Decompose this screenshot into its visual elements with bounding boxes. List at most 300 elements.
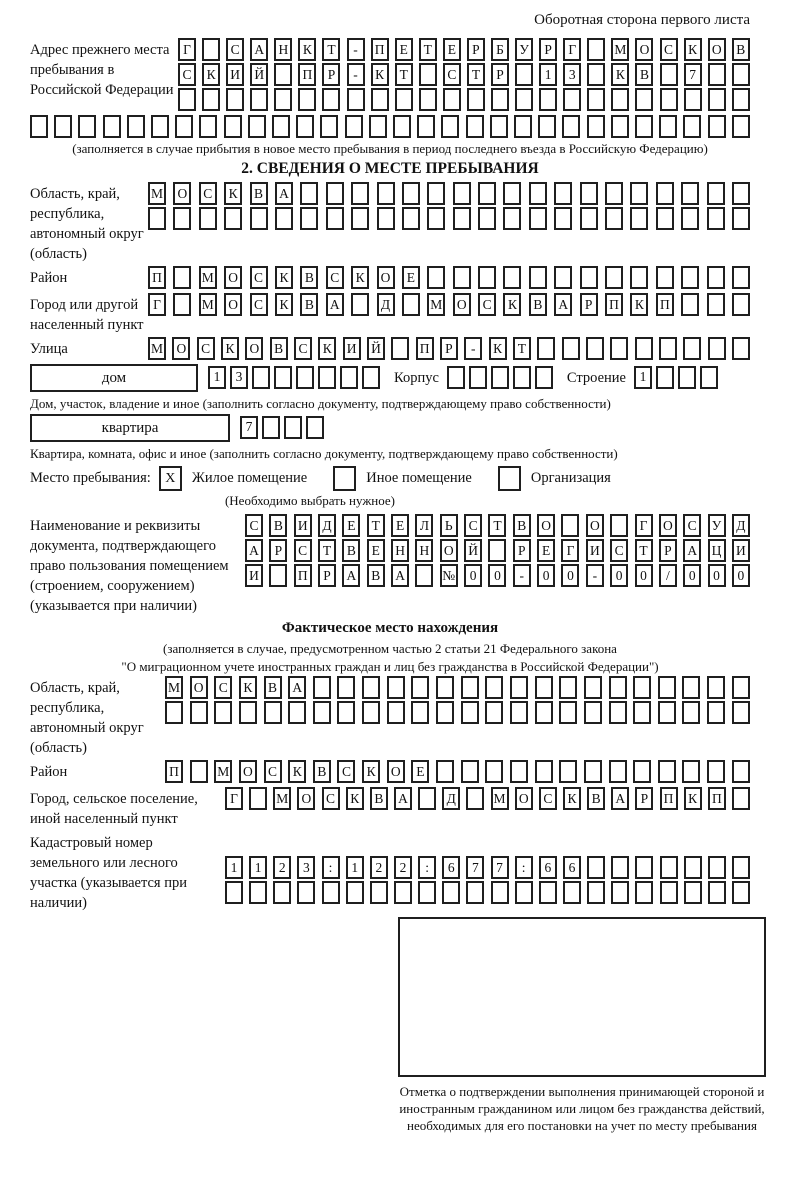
char-box xyxy=(491,881,509,904)
char-box xyxy=(485,676,503,699)
char-box: К xyxy=(298,38,316,61)
char-box xyxy=(377,207,395,230)
char-box: Д xyxy=(442,787,460,810)
char-box: 7 xyxy=(466,856,484,879)
char-box: - xyxy=(347,38,365,61)
char-box xyxy=(732,88,750,111)
document-label: Наименование и реквизиты документа, подтверждающего право пользования помещением (строением, сооружением) (указывается при наличии) xyxy=(30,518,229,614)
char-box: П xyxy=(708,787,726,810)
document-rows xyxy=(245,514,750,616)
char-box: Ц xyxy=(708,539,726,562)
cadastre-field xyxy=(30,831,750,913)
char-box: С xyxy=(245,514,263,537)
char-box-row xyxy=(165,760,750,783)
char-box: В xyxy=(635,63,653,86)
cadastre-rows xyxy=(225,831,750,913)
char-box xyxy=(707,207,725,230)
char-box: К xyxy=(351,266,369,289)
prev-address-note: (заполняется в случае прибытия в новое место пребывания в период последнего въезда в Российскую Федерацию) xyxy=(72,141,708,156)
char-box xyxy=(684,88,702,111)
apartment-note: Квартира, комната, офис и иное (заполнить согласно документу, подтверждающему право собственности) xyxy=(30,446,618,461)
char-box: 1 xyxy=(249,856,267,879)
char-box: - xyxy=(347,63,365,86)
char-box xyxy=(377,182,395,205)
char-box: 6 xyxy=(442,856,460,879)
char-box: А xyxy=(683,539,701,562)
char-box xyxy=(274,366,292,389)
char-box: О xyxy=(586,514,604,537)
char-box xyxy=(411,701,429,724)
char-box: О xyxy=(453,293,471,316)
char-box xyxy=(611,856,629,879)
char-box xyxy=(226,88,244,111)
char-box xyxy=(202,38,220,61)
char-box: Р xyxy=(539,38,557,61)
char-box xyxy=(78,115,96,138)
char-box xyxy=(605,182,623,205)
char-box: 6 xyxy=(563,856,581,879)
char-box xyxy=(362,701,380,724)
char-box: Г xyxy=(561,539,579,562)
char-box: А xyxy=(326,293,344,316)
actual-city-rows xyxy=(225,787,750,829)
actual-district-field xyxy=(30,760,750,785)
char-box-row xyxy=(178,88,750,111)
char-box: С xyxy=(683,514,701,537)
char-box xyxy=(199,115,217,138)
char-box xyxy=(515,88,533,111)
char-box xyxy=(202,88,220,111)
char-box: В xyxy=(370,787,388,810)
char-box: С xyxy=(199,182,217,205)
char-box: А xyxy=(275,182,293,205)
document-field xyxy=(30,514,750,616)
char-box xyxy=(630,266,648,289)
char-box xyxy=(313,701,331,724)
char-box xyxy=(529,207,547,230)
char-box: В xyxy=(250,182,268,205)
char-box xyxy=(708,881,726,904)
char-box: О xyxy=(224,293,242,316)
char-box xyxy=(503,182,521,205)
char-box xyxy=(199,207,217,230)
char-box xyxy=(362,366,380,389)
char-box: С xyxy=(178,63,196,86)
street-field xyxy=(30,337,750,362)
char-box-row xyxy=(447,366,553,389)
char-box: 0 xyxy=(488,564,506,587)
char-box xyxy=(148,207,166,230)
char-box: 3 xyxy=(297,856,315,879)
char-box xyxy=(554,182,572,205)
char-box: Е xyxy=(395,38,413,61)
char-box xyxy=(478,207,496,230)
char-box xyxy=(732,182,750,205)
char-box: С xyxy=(443,63,461,86)
char-box: Й xyxy=(250,63,268,86)
char-box xyxy=(633,676,651,699)
char-box: О xyxy=(659,514,677,537)
char-box xyxy=(248,115,266,138)
char-box: А xyxy=(342,564,360,587)
house-note: Дом, участок, владение и иное (заполнить согласно документу, подтверждающему право собственности) xyxy=(30,396,611,411)
char-box: М xyxy=(214,760,232,783)
char-box xyxy=(503,207,521,230)
char-box: С xyxy=(326,266,344,289)
char-box xyxy=(318,366,336,389)
char-box xyxy=(370,881,388,904)
char-box xyxy=(273,881,291,904)
stay-option-checkbox xyxy=(333,466,356,491)
char-box xyxy=(510,676,528,699)
char-box xyxy=(173,207,191,230)
char-box xyxy=(684,856,702,879)
char-box: В xyxy=(529,293,547,316)
stay-option-label: Организация xyxy=(530,470,611,486)
char-box: 0 xyxy=(732,564,750,587)
char-box xyxy=(320,115,338,138)
char-box xyxy=(684,881,702,904)
char-box: О xyxy=(635,38,653,61)
char-box xyxy=(683,115,701,138)
char-box xyxy=(559,676,577,699)
char-box-row xyxy=(148,337,750,360)
char-box xyxy=(467,88,485,111)
char-box: П xyxy=(371,38,389,61)
char-box xyxy=(605,207,623,230)
char-box xyxy=(224,207,242,230)
char-box xyxy=(633,760,651,783)
char-box xyxy=(453,182,471,205)
char-box: О xyxy=(387,760,405,783)
char-box xyxy=(537,337,555,360)
char-box: Е xyxy=(391,514,409,537)
char-box-row xyxy=(148,207,750,230)
char-box xyxy=(732,293,750,316)
char-box xyxy=(707,266,725,289)
char-box: С xyxy=(264,760,282,783)
char-box: 2 xyxy=(273,856,291,879)
char-box xyxy=(436,701,454,724)
char-box xyxy=(469,366,487,389)
char-box: Г xyxy=(148,293,166,316)
city-label: Город или другой населенный пункт xyxy=(30,297,144,333)
char-box xyxy=(635,115,653,138)
char-box: Е xyxy=(443,38,461,61)
char-box xyxy=(418,881,436,904)
district-field xyxy=(30,266,750,291)
char-box: 3 xyxy=(230,366,248,389)
char-box xyxy=(681,182,699,205)
char-box: Т xyxy=(488,514,506,537)
char-box-row xyxy=(178,63,750,86)
char-box xyxy=(387,676,405,699)
char-box xyxy=(262,416,280,439)
actual-location-note-line1: (заполняется в случае, предусмотренном частью 2 статьи 21 Федерального закона xyxy=(163,641,617,656)
char-box-row xyxy=(634,366,718,389)
char-box-row xyxy=(240,416,324,439)
char-box xyxy=(708,115,726,138)
stay-option-label: Иное помещение xyxy=(366,470,472,486)
char-box xyxy=(708,337,726,360)
char-box: А xyxy=(611,787,629,810)
char-box xyxy=(559,760,577,783)
char-box xyxy=(535,676,553,699)
char-box: Б xyxy=(491,38,509,61)
char-box-row xyxy=(225,856,750,879)
char-box: В xyxy=(300,266,318,289)
char-box xyxy=(340,366,358,389)
char-box: И xyxy=(245,564,263,587)
house-box-label: дом xyxy=(30,364,198,392)
char-box xyxy=(529,182,547,205)
char-box xyxy=(371,88,389,111)
char-box: Г xyxy=(178,38,196,61)
char-box-row xyxy=(208,366,380,389)
prev-address-label: Адрес прежнего места пребывания в Российской Федерации xyxy=(30,42,174,98)
char-box xyxy=(461,760,479,783)
char-box xyxy=(284,416,302,439)
char-box xyxy=(326,182,344,205)
char-box xyxy=(732,115,750,138)
char-box: О xyxy=(537,514,555,537)
char-box xyxy=(535,701,553,724)
char-box xyxy=(250,207,268,230)
char-box xyxy=(274,63,292,86)
char-box: В xyxy=(367,564,385,587)
char-box: Е xyxy=(367,539,385,562)
char-box: О xyxy=(239,760,257,783)
char-box: 0 xyxy=(635,564,653,587)
char-box: 2 xyxy=(370,856,388,879)
char-box xyxy=(249,881,267,904)
char-box: В xyxy=(513,514,531,537)
char-box: М xyxy=(165,676,183,699)
apartment-box-label: квартира xyxy=(30,414,230,442)
char-box xyxy=(391,337,409,360)
char-box xyxy=(539,881,557,904)
street-label: Улица xyxy=(30,341,68,357)
char-box: 0 xyxy=(708,564,726,587)
prev-address-rows xyxy=(178,38,750,113)
korpus-label: Корпус xyxy=(394,369,439,386)
char-box: 7 xyxy=(684,63,702,86)
char-box xyxy=(707,182,725,205)
char-box: С xyxy=(294,539,312,562)
char-box: О xyxy=(224,266,242,289)
char-box: А xyxy=(288,676,306,699)
char-box xyxy=(610,337,628,360)
char-box xyxy=(296,366,314,389)
char-box xyxy=(478,182,496,205)
char-box xyxy=(346,881,364,904)
char-box: 1 xyxy=(346,856,364,879)
char-box: Т xyxy=(322,38,340,61)
char-box xyxy=(337,676,355,699)
char-box-row xyxy=(245,514,750,537)
char-box: С xyxy=(337,760,355,783)
char-box: Р xyxy=(440,337,458,360)
char-box xyxy=(347,88,365,111)
char-box xyxy=(466,787,484,810)
char-box-row xyxy=(245,539,750,562)
char-box xyxy=(732,63,750,86)
char-box xyxy=(658,760,676,783)
char-box: 0 xyxy=(610,564,628,587)
char-box xyxy=(587,38,605,61)
char-box: № xyxy=(440,564,458,587)
char-box: М xyxy=(273,787,291,810)
actual-region-rows xyxy=(165,676,750,758)
char-box: 1 xyxy=(225,856,243,879)
char-box xyxy=(488,539,506,562)
char-box xyxy=(732,787,750,810)
char-box xyxy=(707,293,725,316)
char-box xyxy=(660,63,678,86)
char-box xyxy=(554,266,572,289)
char-box xyxy=(586,337,604,360)
char-box: Р xyxy=(322,63,340,86)
char-box xyxy=(708,88,726,111)
char-box: К xyxy=(684,787,702,810)
char-box xyxy=(394,881,412,904)
char-box xyxy=(584,760,602,783)
char-box: У xyxy=(515,38,533,61)
char-box: Е xyxy=(411,760,429,783)
char-box xyxy=(173,266,191,289)
char-box: К xyxy=(362,760,380,783)
char-box: О xyxy=(440,539,458,562)
char-box: 0 xyxy=(561,564,579,587)
char-box: С xyxy=(226,38,244,61)
char-box: П xyxy=(294,564,312,587)
char-box: : xyxy=(515,856,533,879)
actual-district-label: Район xyxy=(30,764,68,780)
char-box: И xyxy=(294,514,312,537)
char-box xyxy=(490,115,508,138)
char-box xyxy=(326,207,344,230)
char-box xyxy=(239,701,257,724)
char-box xyxy=(297,881,315,904)
char-box xyxy=(478,266,496,289)
char-box xyxy=(682,760,700,783)
char-box xyxy=(611,115,629,138)
char-box: М xyxy=(611,38,629,61)
char-box xyxy=(296,115,314,138)
char-box xyxy=(707,701,725,724)
char-box: П xyxy=(605,293,623,316)
char-box xyxy=(264,701,282,724)
char-box xyxy=(249,787,267,810)
char-box xyxy=(419,63,437,86)
char-box: К xyxy=(221,337,239,360)
char-box: М xyxy=(199,266,217,289)
char-box-row xyxy=(165,701,750,724)
char-box-row xyxy=(148,266,750,289)
char-box xyxy=(503,266,521,289)
char-box xyxy=(580,182,598,205)
char-box xyxy=(30,115,48,138)
char-box: П xyxy=(148,266,166,289)
char-box xyxy=(732,701,750,724)
stay-option-label: Жилое помещение xyxy=(191,470,308,486)
char-box: Д xyxy=(377,293,395,316)
stay-option-checkbox xyxy=(498,466,521,491)
char-box xyxy=(609,760,627,783)
char-box xyxy=(190,760,208,783)
char-box xyxy=(682,701,700,724)
char-box xyxy=(708,856,726,879)
char-box xyxy=(610,514,628,537)
char-box: О xyxy=(377,266,395,289)
char-box: И xyxy=(226,63,244,86)
char-box xyxy=(306,416,324,439)
char-box: К xyxy=(563,787,581,810)
char-box xyxy=(288,701,306,724)
char-box xyxy=(443,88,461,111)
cadastre-label: Кадастровый номер земельного или лесного участка (указывается при наличии) xyxy=(30,835,187,911)
char-box: К xyxy=(489,337,507,360)
char-box: 7 xyxy=(240,416,258,439)
district-rows xyxy=(148,266,750,291)
char-box: Р xyxy=(467,38,485,61)
char-box xyxy=(173,293,191,316)
char-box: 1 xyxy=(539,63,557,86)
char-box xyxy=(165,701,183,724)
char-box xyxy=(707,760,725,783)
char-box xyxy=(587,881,605,904)
char-box: Л xyxy=(415,514,433,537)
char-box xyxy=(554,207,572,230)
char-box: Г xyxy=(635,514,653,537)
street-rows xyxy=(148,337,750,362)
char-box: С xyxy=(660,38,678,61)
char-box: А xyxy=(394,787,412,810)
char-box xyxy=(559,701,577,724)
char-box xyxy=(461,701,479,724)
char-box: Е xyxy=(402,266,420,289)
char-box: П xyxy=(656,293,674,316)
char-box: Т xyxy=(467,63,485,86)
char-box xyxy=(322,881,340,904)
char-box xyxy=(562,337,580,360)
actual-city-label: Город, сельское поселение, иной населенный пункт xyxy=(30,791,198,827)
char-box xyxy=(485,701,503,724)
char-box-row xyxy=(148,293,750,316)
char-box: А xyxy=(391,564,409,587)
char-box xyxy=(387,701,405,724)
char-box: С xyxy=(610,539,628,562)
char-box-row xyxy=(245,564,750,587)
char-box: Р xyxy=(491,63,509,86)
char-box xyxy=(127,115,145,138)
char-box: О xyxy=(173,182,191,205)
char-box xyxy=(298,88,316,111)
char-box: 0 xyxy=(537,564,555,587)
char-box: Т xyxy=(367,514,385,537)
char-box: Т xyxy=(395,63,413,86)
char-box xyxy=(351,293,369,316)
char-box xyxy=(103,115,121,138)
char-box xyxy=(605,266,623,289)
char-box xyxy=(681,266,699,289)
char-box xyxy=(515,63,533,86)
char-box: Н xyxy=(274,38,292,61)
char-box xyxy=(275,207,293,230)
stay-type-label: Место пребывания: xyxy=(30,470,151,486)
char-box: Т xyxy=(635,539,653,562)
char-box: В xyxy=(587,787,605,810)
